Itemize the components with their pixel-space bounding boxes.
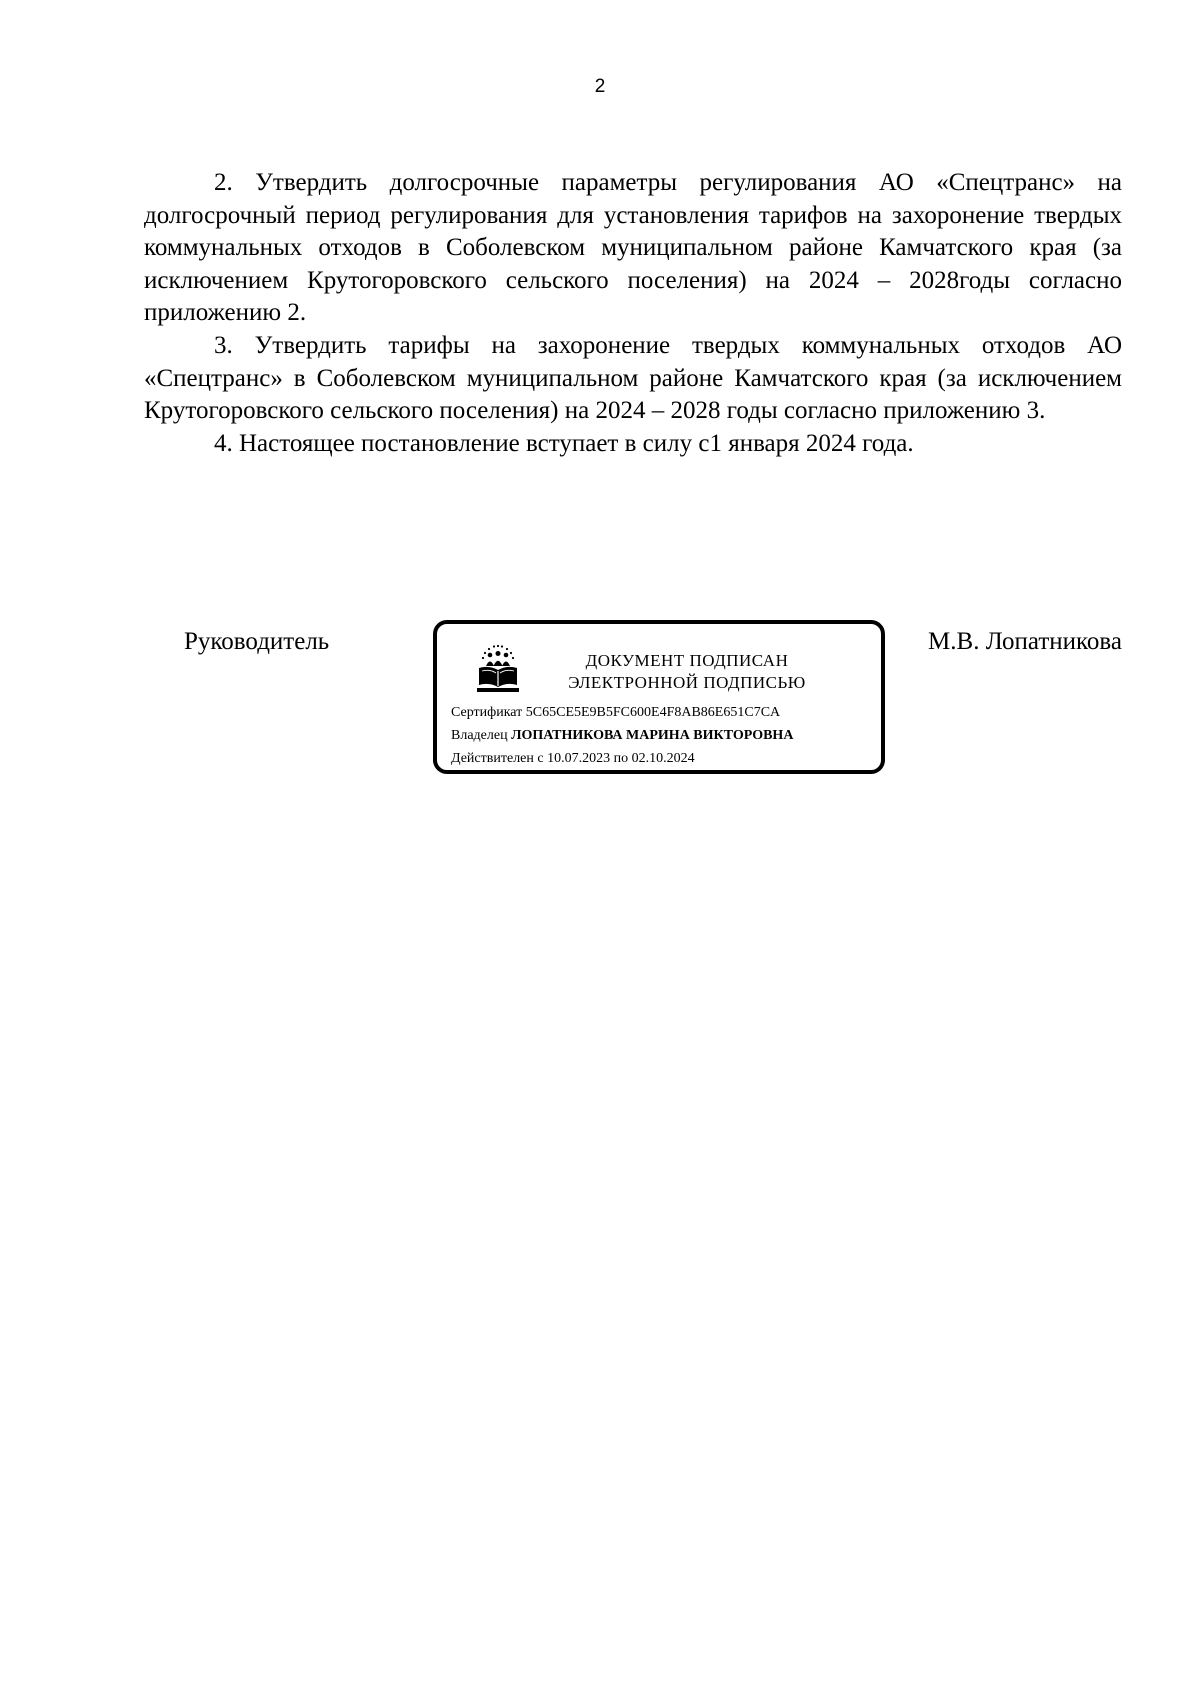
valid-from-label: с xyxy=(537,751,544,766)
paragraph-item-4: 4. Настоящее постановление вступает в силу с1 января 2024 года. xyxy=(214,429,914,457)
valid-from-date: 10.07.2023 xyxy=(547,751,611,766)
certificate-label: Сертификат xyxy=(451,705,523,720)
signature-block xyxy=(0,620,1200,800)
certificate-value: 5C65CE5E9B5FC600E4F8AB86E651C7CA xyxy=(525,705,781,720)
validity-line xyxy=(451,750,695,768)
document-body xyxy=(144,167,1122,460)
stamp-title-line2: ЭЛЕКТРОННОЙ ПОДПИСЬЮ xyxy=(568,673,806,692)
owner-line xyxy=(451,727,793,745)
paragraph-item-2: 2. Утвердить долгосрочные параметры регулирования АО «Спецтранс» на долгосрочный период регулирования для установления тарифов на захоронение твердых коммунальных отходов в Соболевском муниципальном районе Камчатского края (за исключением Крутогоровского сельского поселения) на 2024 – 2028годы согласно приложению 2. xyxy=(144,169,1122,327)
valid-to-date: 02.10.2024 xyxy=(631,751,695,766)
valid-to-label: по xyxy=(613,751,629,766)
stamp-title-line1: ДОКУМЕНТ ПОДПИСАН xyxy=(585,651,789,670)
paragraph-item-3: 3. Утвердить тарифы на захоронение твердых коммунальных отходов АО «Спецтранс» в Соболевском муниципальном районе Камчатского края (за исключением Крутогоровского сельского поселения) на 2024 – 2028 годы согласно приложению 3. xyxy=(144,331,1122,425)
owner-label: Владелец xyxy=(451,728,508,743)
signatory-name: М.В. Лопатникова xyxy=(928,628,1122,655)
owner-value: ЛОПАТНИКОВА МАРИНА ВИКТОРОВНА xyxy=(511,728,794,743)
coat-of-arms-icon xyxy=(473,644,523,694)
certificate-line xyxy=(451,704,780,722)
signatory-role: Руководитель xyxy=(184,628,330,655)
page-number: 2 xyxy=(594,76,606,97)
electronic-signature-stamp xyxy=(433,620,885,774)
valid-label: Действителен xyxy=(451,751,534,766)
